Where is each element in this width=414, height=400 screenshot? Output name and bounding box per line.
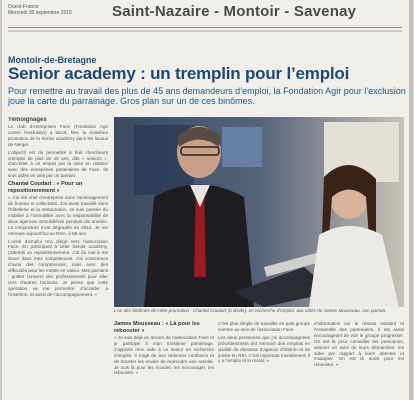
middle-column bbox=[114, 321, 214, 396]
far-right-column bbox=[314, 321, 404, 396]
left-column bbox=[8, 117, 108, 395]
column-paragraph: d’information sur le réseau existant et l’ensemble des partenaires. Il est aussi encourageant de voir le groupe progresser. On est là pour conseiller les personnes, assurer un suivi de leurs démarches, les aider par rapport à leurs attentes et s’adapter. On est là aussi pour les rebooster. » bbox=[314, 321, 404, 368]
header-rule bbox=[8, 27, 402, 28]
article-photo bbox=[114, 117, 404, 307]
column-subhead: Chantal Coudart : « Pour un repositionnement » bbox=[8, 181, 83, 195]
photo-caption: L’un des binômes de cette promotion : Chantal Coudart (à droite), en recherche d’emploi, aux côtés de James Mousseau, son parrain. bbox=[114, 308, 387, 313]
column-paragraph: Le club d’entreprises Face (Fondation Agir contre l’exclusion) a lancé, hier, la troisième promotion de la Senior académy dans les locaux de Nergie. bbox=[8, 124, 108, 147]
article-headline: Senior academy : un tremplin pour l’emploi bbox=[8, 64, 350, 83]
column-paragraph: « Je suis déjà un ancien de l’association Face et je participe à mon troisième parrainage. J’apporte mon aide à un senior en recherche d’emploi. Il s’agit de leur redonner confiance et de booster les envies de reprendre une activité. Je suis là pour les écouter, les encourager, les rebooster. » bbox=[114, 335, 214, 376]
issue-date: Mercredi 30 septembre 2015 bbox=[8, 10, 72, 16]
newspaper-page bbox=[2, 0, 412, 400]
column-paragraph: Les deux personnes que j’ai accompagnées précédemment ont retrouvé des emplois en qualité de directeur d’agence d’intérim et de juriste en RSI. C’est important moralement, il y a l’emploi et le moral. » bbox=[218, 334, 310, 364]
masthead bbox=[8, 4, 72, 16]
column-heading: Témoignages bbox=[8, 117, 47, 123]
column-paragraph: L’unité d’emploi m’a dirigé vers l’association Face. En participant à cette Senior académy, j’attends un repositionnement. J’ai du mal à me situer dans mes compétences. J’ai conscience d’avoir des compétences, mais avec des difficultés pour les mettre en valeur. Mes parrains : quitter l’univers des professionnels pour aller vers d’autres horizons. Je pense que cette opération va me permettre d’accéder à l’insertion, et aussi de l’accompagnement. » bbox=[8, 238, 108, 297]
scan-edge-shadow bbox=[409, 0, 412, 400]
column-paragraph: L’objectif est de permettre à huit chercheurs d’emploi de plus de 45 ans, dits « seniors », d’accéder à un emploi par la mise en relation avec des entreprises partenaires de Face. Ils sont aidés en cela par un parrain. bbox=[8, 149, 108, 179]
column-paragraph: « J’ai été chef d’entreprise dans l’aménagement de bureau et collectivité. J’ai aussi travaillé dans l’hôtellerie et la restauration. Je suis passée du mobilier à l’immobilier avec la responsabilité de deux agences immobilières pendant dix années. La conjoncture s’est dégradée en 2014. Je me retrouve aujourd’hui au RSA, à 59 ans. bbox=[8, 195, 108, 236]
section-header: Saint-Nazaire - Montoir - Savenay bbox=[112, 3, 357, 20]
right-column bbox=[218, 321, 310, 396]
header-rule-shade bbox=[8, 30, 402, 32]
photo-illustration bbox=[114, 117, 404, 307]
paper-name: Ouest-France bbox=[8, 4, 39, 10]
column-subhead: James Mousseau : « Là pour les rebooster » bbox=[114, 321, 200, 334]
article-kicker: Montoir-de-Bretagne bbox=[8, 55, 97, 65]
article-lead: Pour remettre au travail des plus de 45 ans demandeurs d’emploi, la Fondation Agir pour l’exclusion joue la carte du parrainage. Gros plan sur un de ces binômes. bbox=[8, 86, 406, 106]
column-paragraph: C’est plus simple de travailler en petit groupe comme au sein de l’association Face. bbox=[218, 321, 310, 332]
